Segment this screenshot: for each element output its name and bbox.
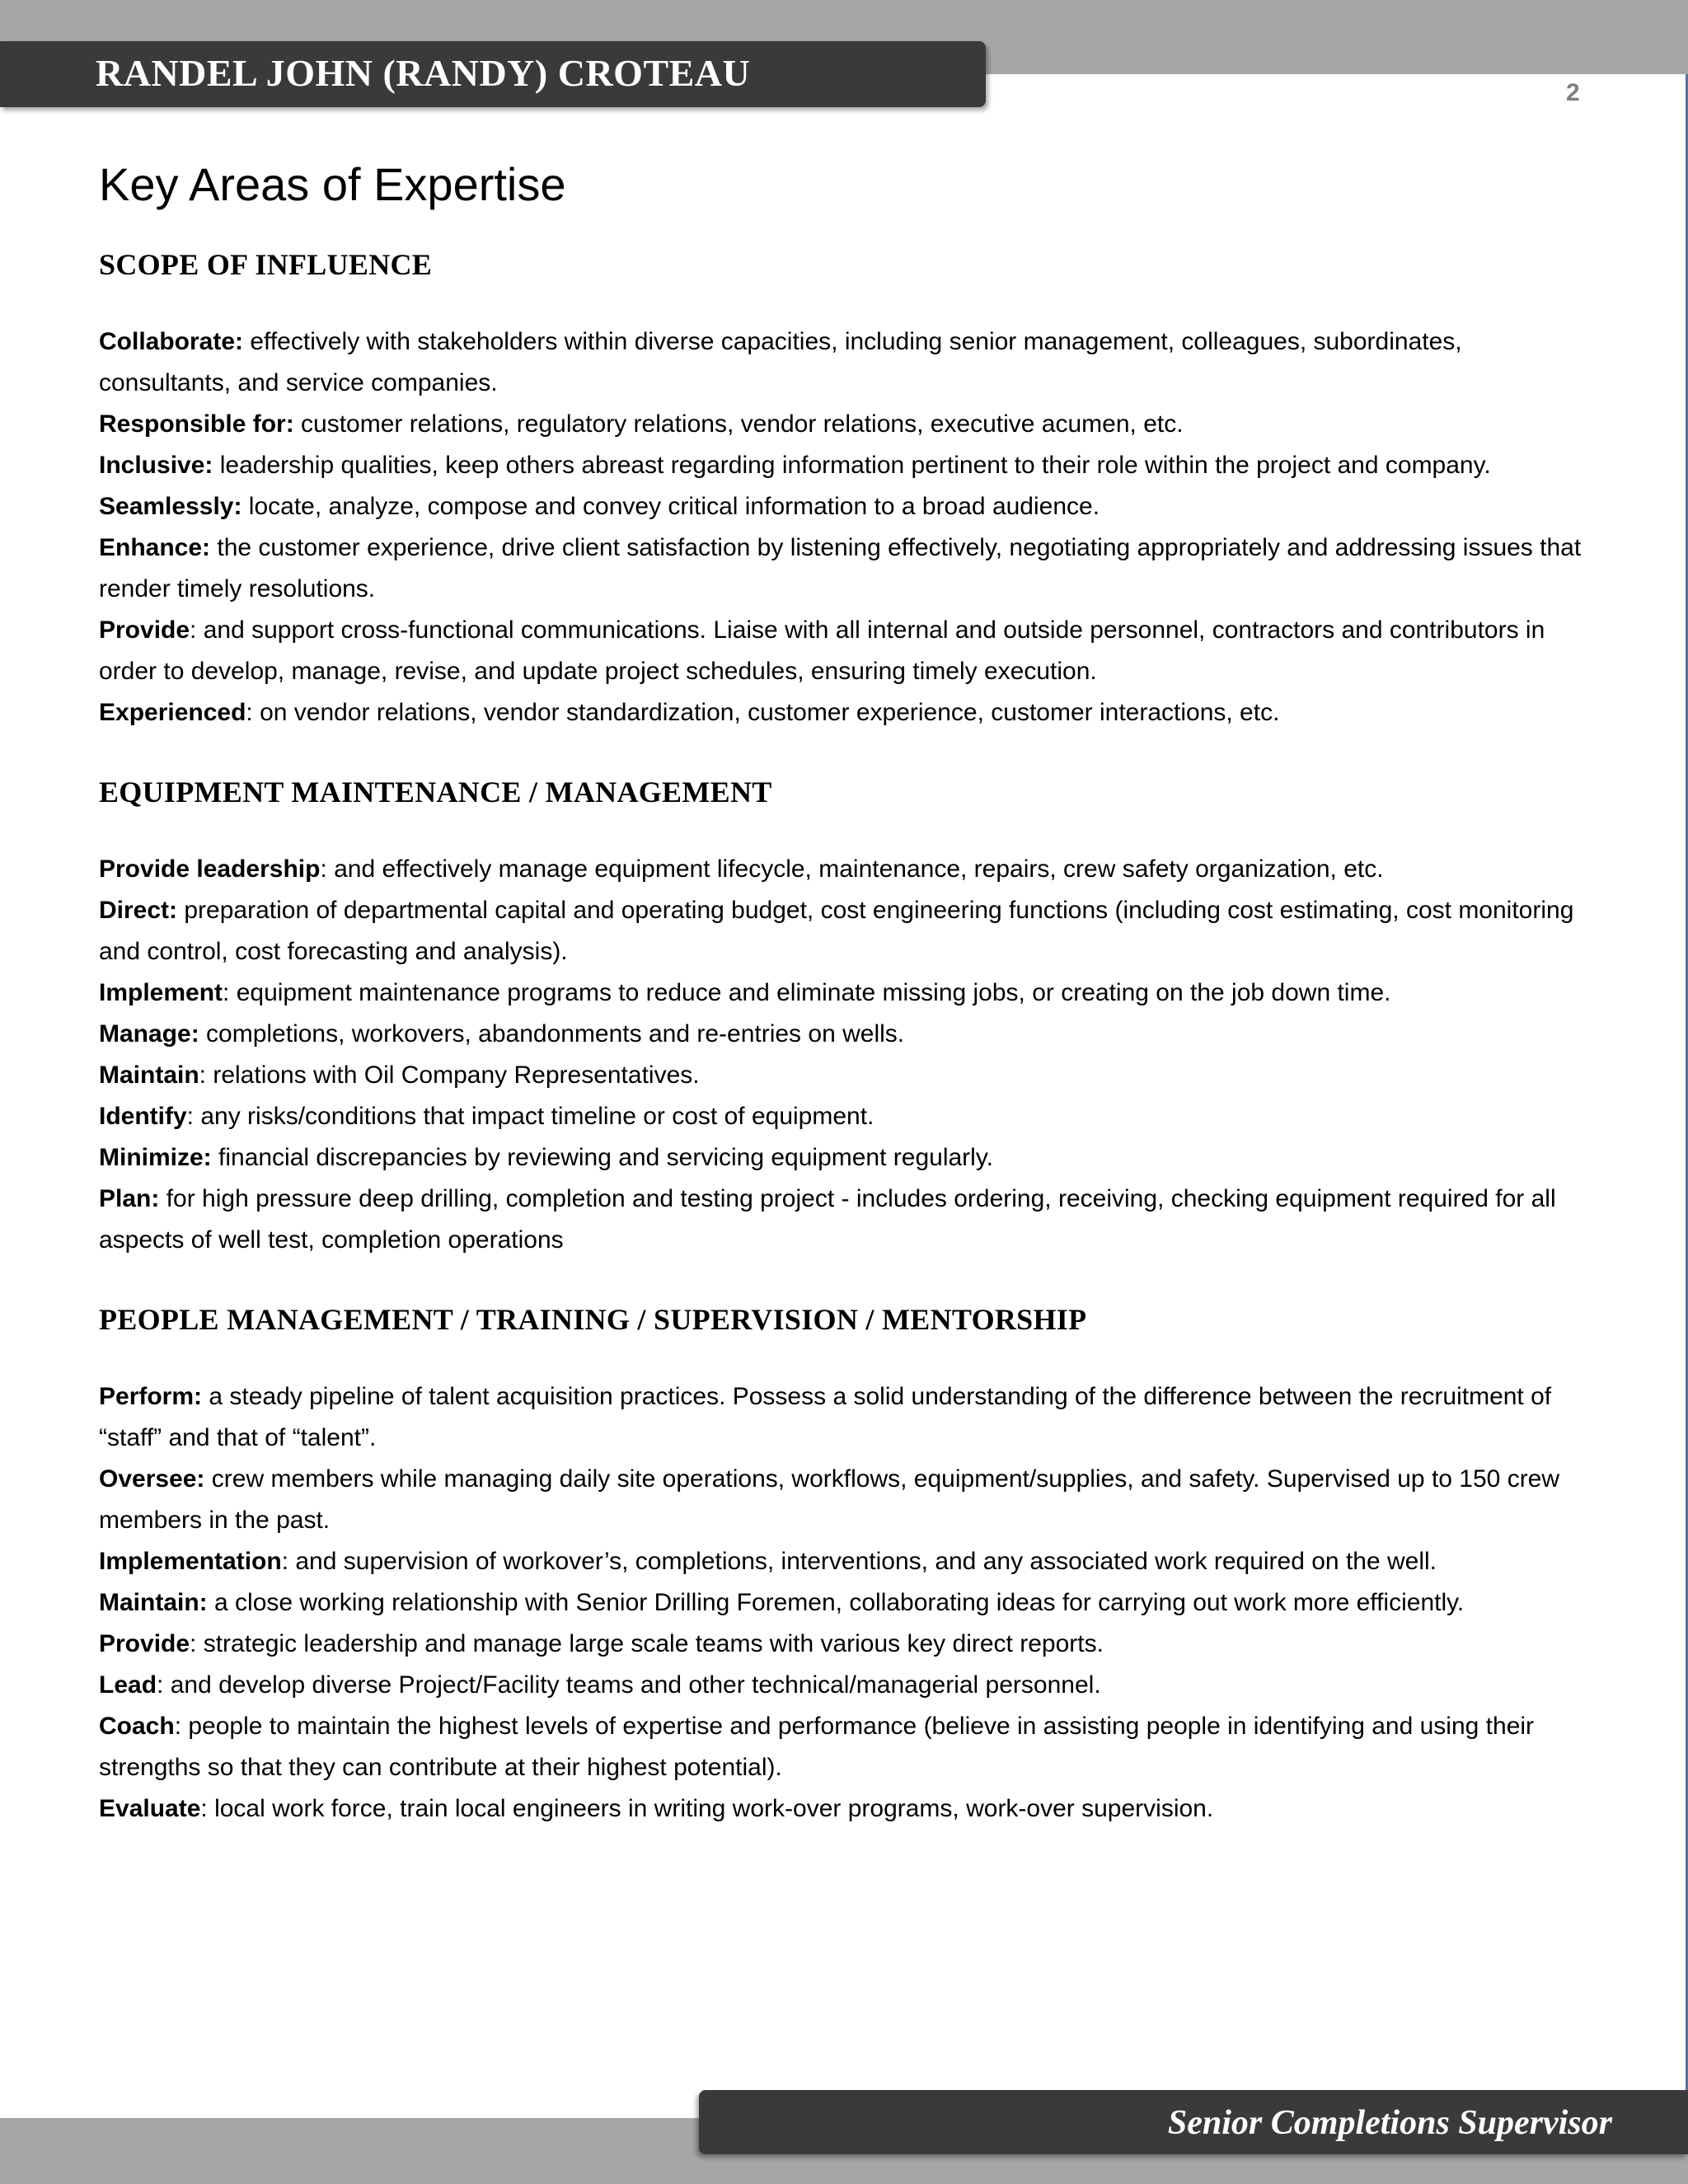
item-term: Manage: — [99, 1020, 199, 1047]
item-text: : any risks/conditions that impact timeline or cost of equipment. — [186, 1103, 874, 1130]
item-text: effectively with stakeholders within diverse capacities, including senior management, colleagues, subordinates, consultants, and service companies. — [99, 328, 1462, 396]
section-equipment-maintenance — [99, 771, 1591, 1261]
list-item — [99, 1541, 1591, 1582]
item-term: Collaborate: — [99, 328, 244, 355]
item-term: Plan: — [99, 1185, 160, 1212]
item-term: Minimize: — [99, 1144, 212, 1171]
item-text: : and support cross-functional communications. Liaise with all internal and outside personnel, contractors and contributors in order to develop, manage, revise, and update project schedules, ensuring timely execution. — [99, 616, 1545, 685]
item-text: : relations with Oil Company Representatives. — [199, 1062, 700, 1089]
list-item — [99, 404, 1591, 445]
item-term: Provide — [99, 616, 190, 644]
list-item — [99, 527, 1591, 610]
section-spacer — [99, 1261, 1591, 1299]
item-term: Implement — [99, 979, 223, 1006]
list-item — [99, 1582, 1591, 1624]
item-text: locate, analyze, compose and convey critical information to a broad audience. — [241, 493, 1100, 520]
item-term: Maintain — [99, 1062, 199, 1089]
page-number: 2 — [1566, 79, 1580, 106]
list-item — [99, 1665, 1591, 1706]
list-item — [99, 849, 1591, 890]
section-spacer — [99, 733, 1591, 771]
section-scope-of-influence — [99, 244, 1591, 733]
page-title: Key Areas of Expertise — [99, 158, 566, 210]
item-text: : and supervision of workover’s, completions, interventions, and any associated work required on the well. — [281, 1548, 1437, 1575]
item-text: : local work force, train local engineers in writing work-over programs, work-over supervision. — [200, 1795, 1214, 1822]
item-text: : equipment maintenance programs to reduce and eliminate missing jobs, or creating on the job down time. — [223, 979, 1391, 1006]
item-term: Oversee: — [99, 1465, 205, 1493]
section-heading: EQUIPMENT MAINTENANCE / MANAGEMENT — [99, 776, 772, 808]
item-term: Inclusive: — [99, 452, 213, 479]
section-heading: PEOPLE MANAGEMENT / TRAINING / SUPERVISION / MENTORSHIP — [99, 1303, 1087, 1336]
list-item — [99, 692, 1591, 733]
section-heading: SCOPE OF INFLUENCE — [99, 248, 433, 281]
list-item — [99, 890, 1591, 972]
list-item — [99, 445, 1591, 486]
list-item — [99, 610, 1591, 692]
list-item — [99, 972, 1591, 1014]
item-term: Enhance: — [99, 534, 211, 561]
item-text: leadership qualities, keep others abreast regarding information pertinent to their role within the project and company. — [213, 452, 1491, 479]
item-text: financial discrepancies by reviewing and servicing equipment regularly. — [211, 1144, 993, 1171]
item-text: preparation of departmental capital and operating budget, cost engineering functions (including cost estimating, cost monitoring and control, cost forecasting and analysis). — [99, 897, 1574, 965]
list-item — [99, 1179, 1591, 1261]
item-term: Provide leadership — [99, 855, 321, 883]
section-people-management — [99, 1299, 1591, 1830]
list-item — [99, 1624, 1591, 1665]
section-items — [99, 321, 1591, 733]
page-content — [99, 153, 1591, 1830]
item-term: Evaluate — [99, 1795, 201, 1822]
item-text: customer relations, regulatory relations, vendor relations, executive acumen, etc. — [293, 410, 1184, 438]
item-term: Identify — [99, 1103, 187, 1130]
item-term: Lead — [99, 1671, 157, 1699]
list-item — [99, 1788, 1591, 1830]
section-items — [99, 1376, 1591, 1830]
list-item — [99, 486, 1591, 527]
item-term: Perform: — [99, 1383, 203, 1410]
candidate-name: RANDEL JOHN (RANDY) CROTEAU — [96, 52, 751, 94]
list-item — [99, 321, 1591, 404]
item-term: Coach — [99, 1713, 175, 1740]
item-text: a close working relationship with Senior Drilling Foremen, collaborating ideas for carrying out work more efficiently. — [207, 1589, 1465, 1616]
item-term: Direct: — [99, 897, 178, 924]
section-items — [99, 849, 1591, 1261]
item-term: Seamlessly: — [99, 493, 242, 520]
item-term: Provide — [99, 1630, 190, 1657]
item-term: Responsible for: — [99, 410, 294, 438]
item-text: completions, workovers, abandonments and re-entries on wells. — [199, 1020, 905, 1047]
list-item — [99, 1706, 1591, 1788]
item-term: Maintain: — [99, 1589, 208, 1616]
list-item — [99, 1376, 1591, 1459]
item-text: : and effectively manage equipment lifecycle, maintenance, repairs, crew safety organization, etc. — [320, 855, 1384, 883]
item-text: crew members while managing daily site operations, workflows, equipment/supplies, and safety. Supervised up to 150 crew members in the past. — [99, 1465, 1560, 1534]
footer-job-title: Senior Completions Supervisor — [1167, 2104, 1612, 2142]
item-text: : and develop diverse Project/Facility teams and other technical/managerial personnel. — [157, 1671, 1101, 1699]
item-text: for high pressure deep drilling, completion and testing project - includes ordering, receiving, checking equipment required for all aspects of well test, completion operations — [99, 1185, 1556, 1254]
list-item — [99, 1055, 1591, 1096]
item-text: the customer experience, drive client satisfaction by listening effectively, negotiating appropriately and addressing issues that render timely resolutions. — [99, 534, 1582, 602]
list-item — [99, 1096, 1591, 1137]
item-text: a steady pipeline of talent acquisition practices. Possess a solid understanding of the difference between the recruitment of “staff” and that of “talent”. — [99, 1383, 1552, 1451]
item-term: Experienced — [99, 699, 246, 726]
item-term: Implementation — [99, 1548, 282, 1575]
list-item — [99, 1137, 1591, 1179]
list-item — [99, 1459, 1591, 1541]
list-item — [99, 1014, 1591, 1055]
item-text: : strategic leadership and manage large scale teams with various key direct reports. — [190, 1630, 1104, 1657]
item-text: : on vendor relations, vendor standardization, customer experience, customer interactions, etc. — [246, 699, 1280, 726]
item-text: : people to maintain the highest levels of expertise and performance (believe in assisting people in identifying and using their strengths so that they can contribute at their highest potential). — [99, 1713, 1535, 1781]
